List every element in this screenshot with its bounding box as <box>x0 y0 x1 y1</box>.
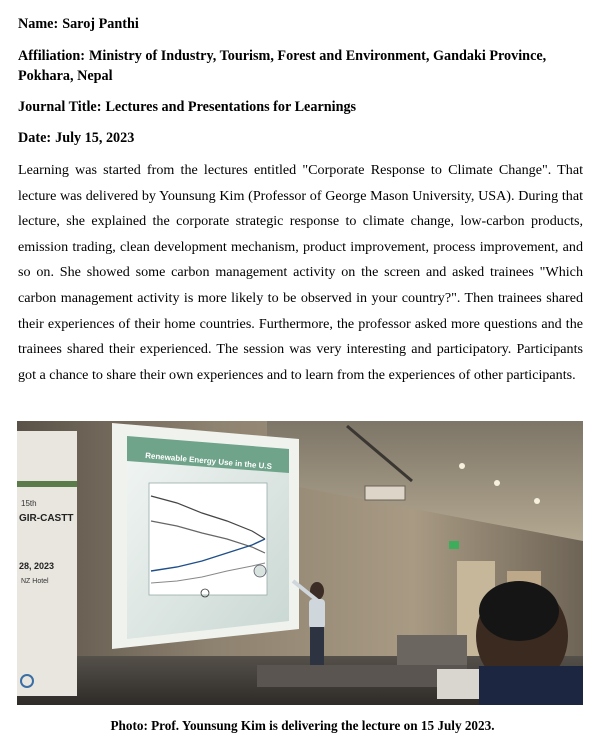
date-line <box>18 128 134 148</box>
banner-text-date: 28, 2023 <box>19 561 55 571</box>
author-name-line <box>18 14 139 34</box>
lectern <box>397 635 467 665</box>
journal-title-value: Lectures and Presentations for Learnings <box>105 99 357 115</box>
date-label: Date: <box>18 130 52 146</box>
exit-sign <box>449 541 459 549</box>
name-label: Name: <box>18 16 59 32</box>
ceiling-light <box>534 498 540 504</box>
ceiling-light <box>459 463 465 469</box>
journal-title-label: Journal Title: <box>18 99 102 115</box>
lecture-photo <box>17 421 583 705</box>
ceiling-light <box>494 480 500 486</box>
affiliation-line <box>18 46 578 86</box>
photo-caption: Photo: Prof. Younsung Kim is delivering the lecture on 15 July 2023. <box>110 718 495 733</box>
date-value: July 15, 2023 <box>55 130 135 146</box>
journal-title-line <box>18 97 356 117</box>
banner-text-year: 15th <box>21 499 37 508</box>
banner-text-event: GIR-CASTT <box>19 513 74 524</box>
slide-title: Renewable Energy Use in the U.S <box>144 451 273 472</box>
banner-text-venue: NZ Hotel <box>21 578 49 585</box>
ceiling-vent <box>365 486 405 500</box>
affiliation-label: Affiliation: <box>18 48 85 64</box>
name-value: Saroj Panthi <box>62 16 139 32</box>
stage <box>257 665 467 687</box>
affiliation-value: Ministry of Industry, Tourism, Forest and Environment, Gandaki Province, Pokhara, Nepal <box>18 48 547 84</box>
body-paragraph: Learning was started from the lectures entitled "Corporate Response to Climate Change". That lecture was delivered by Younsung Kim (Professor of George Mason University, USA). During that lecture, she explained the corporate strategic response to climate change, low-carbon products, emission trading, clean development mechanism, product improvement, process improvement, and so on. She showed some carbon management activity on the screen and asked trainees "Which carbon management activity is more likely to be observed in your country?". Then trainees shared their experiences of their home countries. Furthermore, the professor asked more questions and the trainees shared their experienced. The session was very interesting and participatory. Participants got a chance to share their own experiences and to learn from the experiences of other participants. <box>18 162 583 383</box>
